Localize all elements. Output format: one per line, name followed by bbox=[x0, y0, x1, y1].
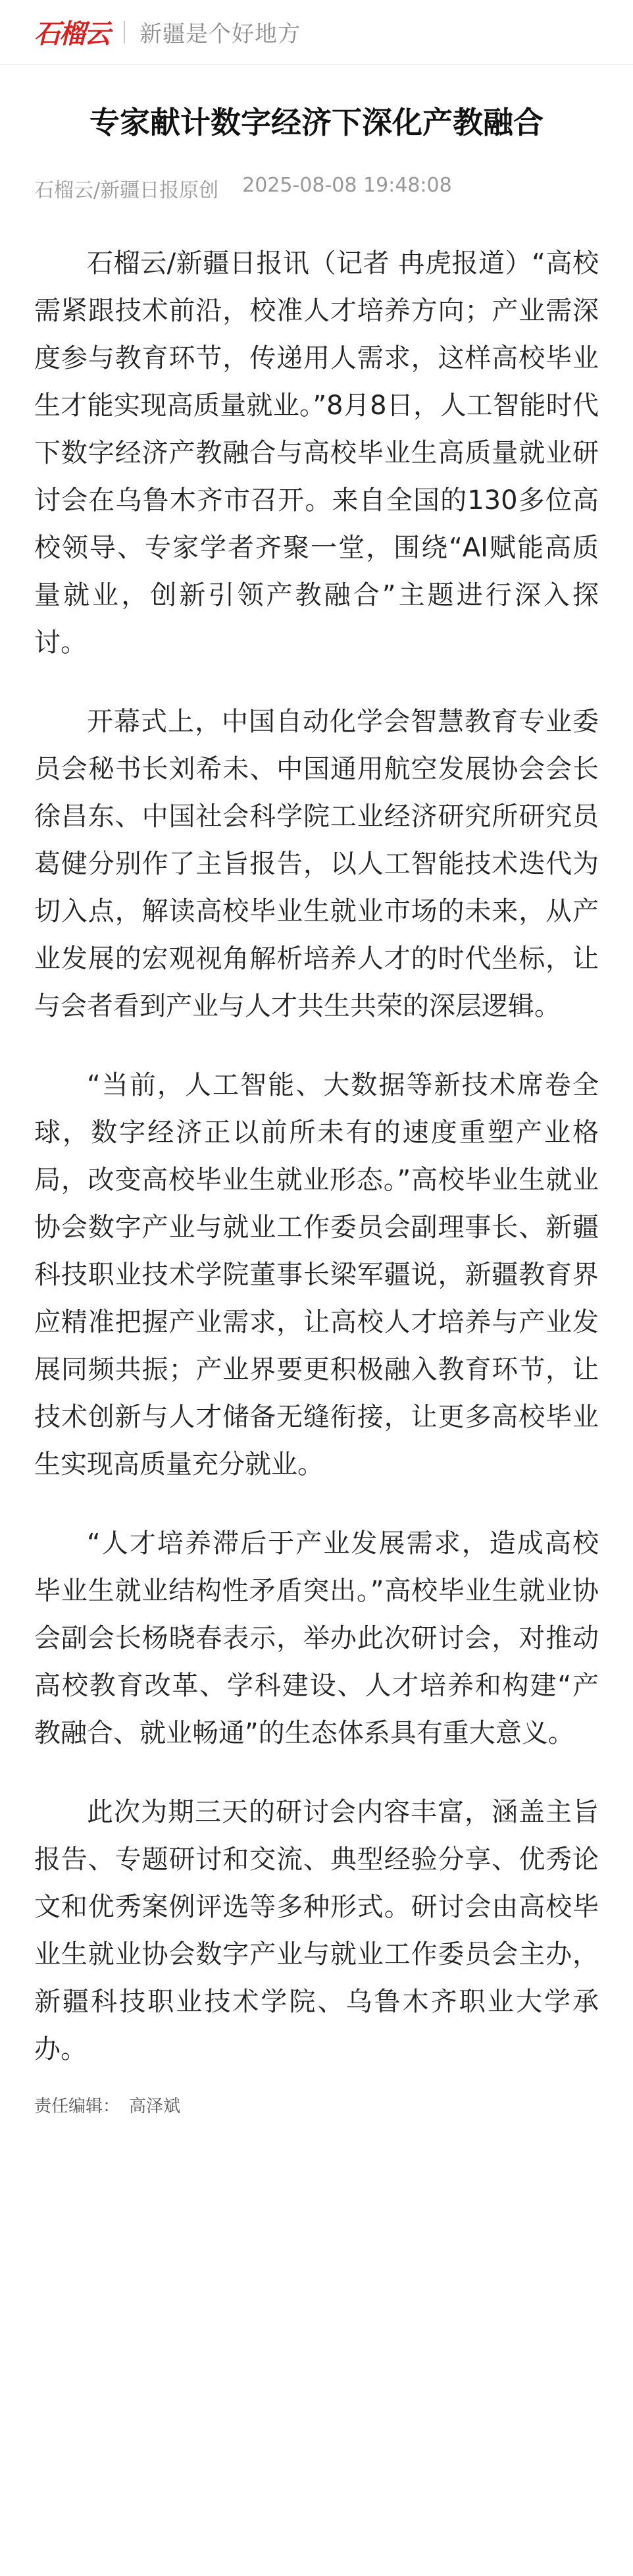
article-meta bbox=[34, 174, 599, 203]
article-title: 专家献计数字经济下深化产教融合 bbox=[89, 105, 544, 140]
article-datetime: 2025-08-08 19:48:08 bbox=[242, 174, 452, 197]
shiliuyun-logo[interactable]: 石榴云 bbox=[34, 18, 109, 49]
article-paragraph: 开幕式上，中国自动化学会智慧教育专业委员会秘书长刘希未、中国通用航空发展协会会长徐昌东、中国社会科学院工业经济研究所研究员葛健分别作了主旨报告，以人工智能技术迭代为切入点，解读高校毕业生就业市场的未来，从产业发展的宏观视角解析培养人才的时代坐标，让与会者看到产业与人才共生共荣的深层逻辑。 bbox=[34, 707, 599, 1021]
editor-label: 责任编辑： bbox=[34, 2097, 120, 2116]
article-paragraph: 此次为期三天的研讨会内容丰富，涵盖主旨报告、专题研讨和交流、典型经验分享、优秀论文和优秀案例评选等多种形式。研讨会由高校毕业生就业协会数字产业与就业工作委员会主办，新疆科技职业技术学院、乌鲁木齐职业大学承办。 bbox=[34, 1797, 599, 2064]
editor-name: 高泽斌 bbox=[129, 2097, 181, 2116]
article-source: 石榴云/新疆日报原创 bbox=[34, 179, 219, 202]
top-bar bbox=[0, 0, 633, 65]
article bbox=[0, 103, 633, 2117]
article-paragraph: “人才培养滞后于产业发展需求，造成高校毕业生就业结构性矛盾突出。”高校毕业生就业协会副会长杨晓春表示，举办此次研讨会，对推动高校教育改革、学科建设、人才培养和构建“产教融合、就业畅通”的生态体系具有重大意义。 bbox=[34, 1528, 599, 1748]
article-paragraph: 石榴云/新疆日报讯（记者 冉虎报道）“高校需紧跟技术前沿，校准人才培养方向；产业需深度参与教育环节，传递用人需求，这样高校毕业生才能实现高质量就业。”8月8日，人工智能时代下数字经济产教融合与高校毕业生高质量就业研讨会在乌鲁木齐市召开。来自全国的130多位高校领导、专家学者齐聚一堂，围绕“AI赋能高质量就业，创新引领产教融合”主题进行深入探讨。 bbox=[34, 248, 599, 658]
logo-divider bbox=[124, 21, 125, 43]
article-paragraph: “当前，人工智能、大数据等新技术席卷全球，数字经济正以前所未有的速度重塑产业格局，改变高校毕业生就业形态。”高校毕业生就业协会数字产业与就业工作委员会副理事长、新疆科技职业技术学院董事长梁军疆说，新疆教育界应精准把握产业需求，让高校人才培养与产业发展同频共振；产业界要更积极融入教育环节，让技术创新与人才储备无缝衔接，让更多高校毕业生实现高质量充分就业。 bbox=[34, 1070, 599, 1480]
header-slogan: 新疆是个好地方 bbox=[139, 21, 301, 47]
editor-credit bbox=[34, 2093, 599, 2117]
